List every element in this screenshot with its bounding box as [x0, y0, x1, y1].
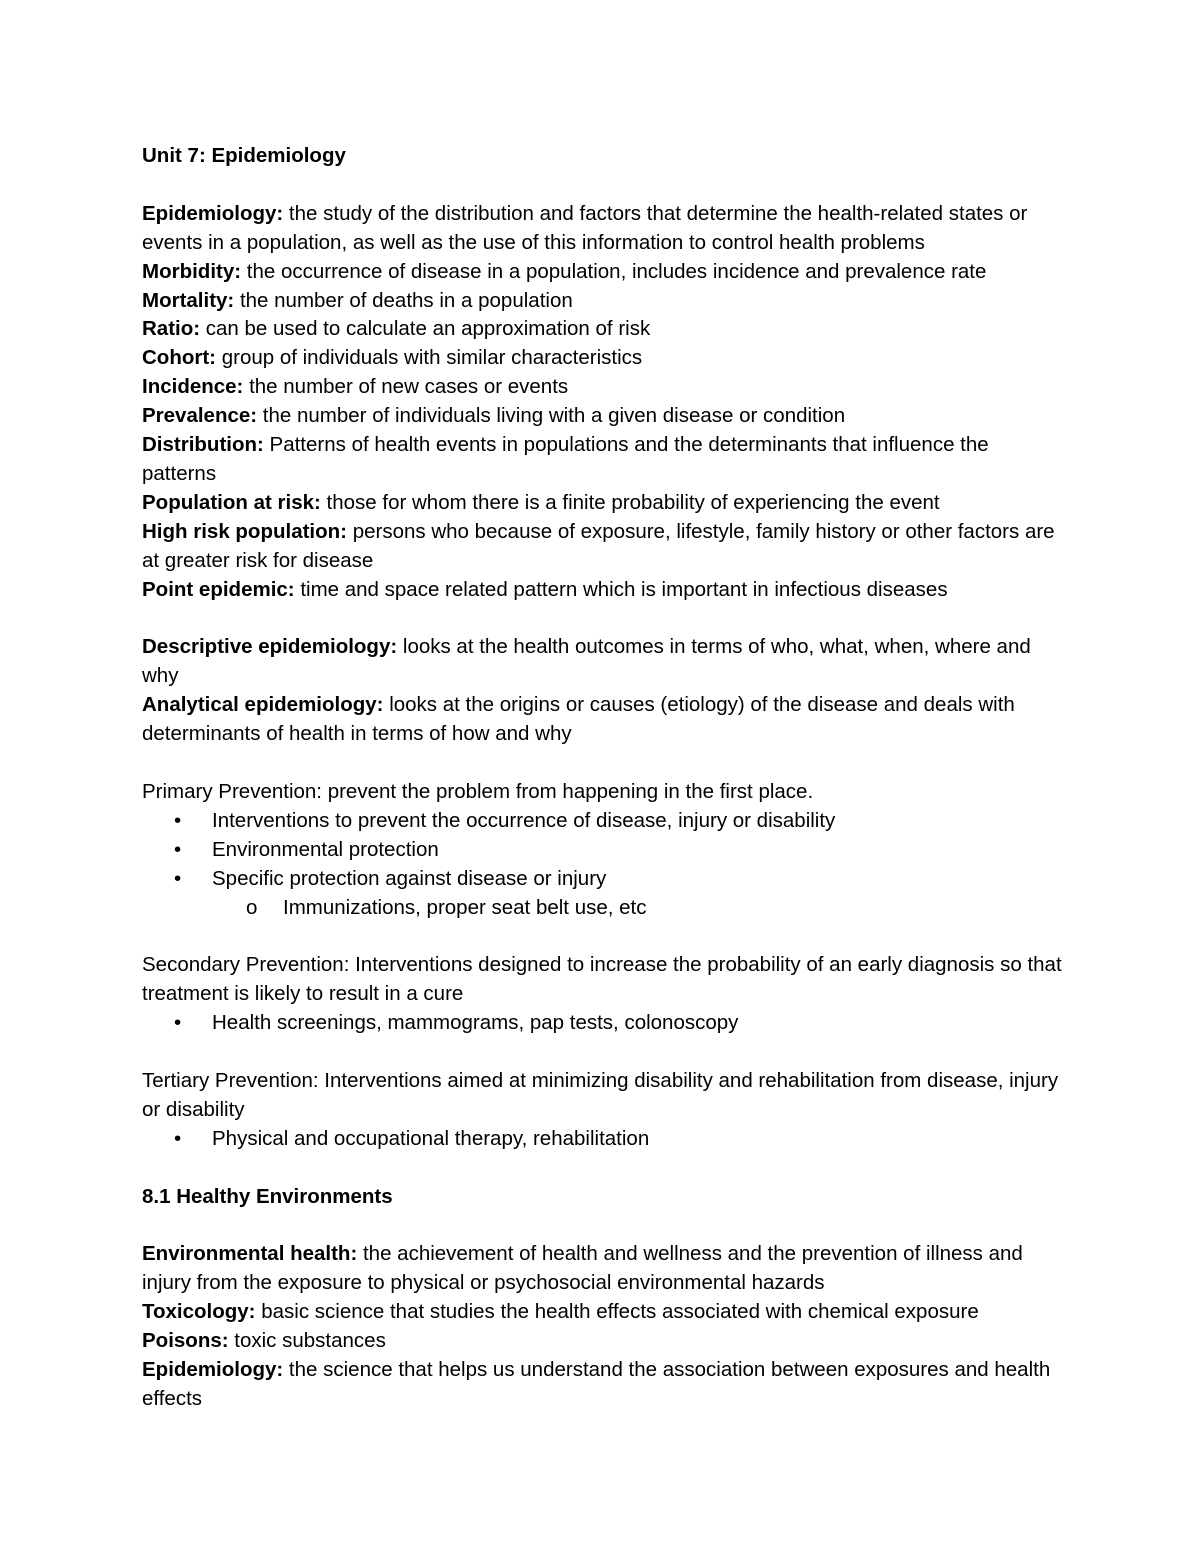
definition-text: basic science that studies the health effects associated with chemical exposure	[255, 1300, 979, 1324]
definition	[142, 315, 1062, 344]
spacer	[142, 1211, 1062, 1240]
sub-bullet-list	[142, 894, 1062, 923]
definition-text: looks at the health outcomes in terms of who, what, when, where and why	[142, 635, 1031, 688]
bullet-list	[142, 1125, 1062, 1154]
definitions-group-3	[142, 1240, 1062, 1413]
bullet-list	[142, 807, 1062, 894]
definition-term: Point epidemic:	[142, 577, 295, 601]
definition-term: Mortality:	[142, 288, 235, 312]
bullet-list	[142, 1009, 1062, 1038]
definition-text: persons who because of exposure, lifestyle, family history or other factors are at greater risk for disease	[142, 519, 1055, 572]
definitions-group-2	[142, 633, 1062, 749]
definition-term: Prevalence:	[142, 404, 258, 428]
spacer	[142, 1038, 1062, 1067]
definition	[142, 431, 1062, 489]
definition-term: High risk population:	[142, 519, 347, 543]
definition-text: the number of new cases or events	[243, 375, 569, 399]
definition-text: toxic substances	[228, 1329, 386, 1353]
definition-term: Poisons:	[142, 1329, 229, 1353]
secondary-prevention-heading: Secondary Prevention: Interventions designed to increase the probability of an early diagnosis so that treatment is likely to result in a cure	[142, 953, 1062, 1006]
tertiary-prevention-heading: Tertiary Prevention: Interventions aimed at minimizing disability and rehabilitation from disease, injury or disability	[142, 1068, 1059, 1121]
definition-term: Toxicology:	[142, 1300, 256, 1324]
definition-text: the number of deaths in a population	[234, 288, 573, 312]
definition	[142, 200, 1062, 258]
definition-text: looks at the origins or causes (etiology) of the disease and deals with determinants of health in terms of how and why	[142, 693, 1015, 746]
spacer	[142, 1154, 1062, 1183]
definition-term: Environmental health:	[142, 1242, 358, 1266]
definition-term: Cohort:	[142, 346, 217, 370]
definitions-group-1	[142, 200, 1062, 605]
definition-text: Patterns of health events in populations and the determinants that influence the patterns	[142, 433, 989, 485]
definition-term: Distribution:	[142, 433, 264, 457]
primary-prevention	[142, 778, 1062, 923]
list-item: • Environmental protection	[142, 836, 1062, 865]
definition-text: the study of the distribution and factors that determine the health-related states or events in a population, as well as the use of this information to control health problems	[142, 201, 1028, 254]
definition-term: Population at risk:	[142, 490, 321, 514]
definition	[142, 402, 1062, 431]
definition-text: group of individuals with similar characteristics	[216, 346, 643, 370]
list-item: • Interventions to prevent the occurrence of disease, injury or disability	[142, 807, 1062, 836]
definition-term: Epidemiology:	[142, 201, 284, 225]
definition	[142, 287, 1062, 316]
definition-text: time and space related pattern which is important in infectious diseases	[294, 577, 948, 601]
list-item: • Physical and occupational therapy, rehabilitation	[142, 1125, 1062, 1154]
section-title: 8.1 Healthy Environments	[142, 1184, 393, 1208]
definition-term: Morbidity:	[142, 259, 242, 283]
definition	[142, 1356, 1062, 1414]
primary-prevention-heading: Primary Prevention: prevent the problem from happening in the first place.	[142, 779, 814, 803]
definition-term: Epidemiology:	[142, 1357, 284, 1381]
definition	[142, 344, 1062, 373]
definition-text: the science that helps us understand the association between exposures and health effects	[142, 1357, 1051, 1410]
sub-list-item: o Immunizations, proper seat belt use, etc	[142, 894, 1062, 923]
definition	[142, 1298, 1062, 1327]
definition	[142, 489, 1062, 518]
definition-text: can be used to calculate an approximation of risk	[200, 317, 651, 341]
definition-term: Analytical epidemiology:	[142, 693, 384, 717]
spacer	[142, 922, 1062, 951]
definition	[142, 1240, 1062, 1298]
secondary-prevention	[142, 951, 1062, 1038]
unit-title: Unit 7: Epidemiology	[142, 144, 346, 167]
definition-term: Incidence:	[142, 375, 244, 399]
spacer	[142, 749, 1062, 778]
definition	[142, 518, 1062, 576]
list-item-text: Specific protection against disease or injury	[212, 866, 607, 890]
definition	[142, 576, 1062, 605]
tertiary-prevention	[142, 1067, 1062, 1154]
definition	[142, 1327, 1062, 1356]
spacer	[142, 171, 1062, 200]
definition-text: the occurrence of disease in a population, includes incidence and prevalence rate	[241, 259, 987, 283]
definition	[142, 258, 1062, 287]
definition-text: the achievement of health and wellness and the prevention of illness and injury from the exposure to physical or psychosocial environmental hazards	[142, 1242, 1023, 1295]
definition-text: those for whom there is a finite probability of experiencing the event	[320, 490, 940, 514]
definition	[142, 633, 1062, 691]
definition-term: Descriptive epidemiology:	[142, 635, 398, 659]
definition	[142, 373, 1062, 402]
list-item: • Health screenings, mammograms, pap tests, colonoscopy	[142, 1009, 1062, 1038]
definition	[142, 691, 1062, 749]
list-item	[142, 865, 1062, 894]
document-page	[142, 142, 1062, 1414]
definition-text: the number of individuals living with a given disease or condition	[257, 404, 846, 428]
spacer	[142, 604, 1062, 633]
definition-term: Ratio:	[142, 317, 201, 341]
